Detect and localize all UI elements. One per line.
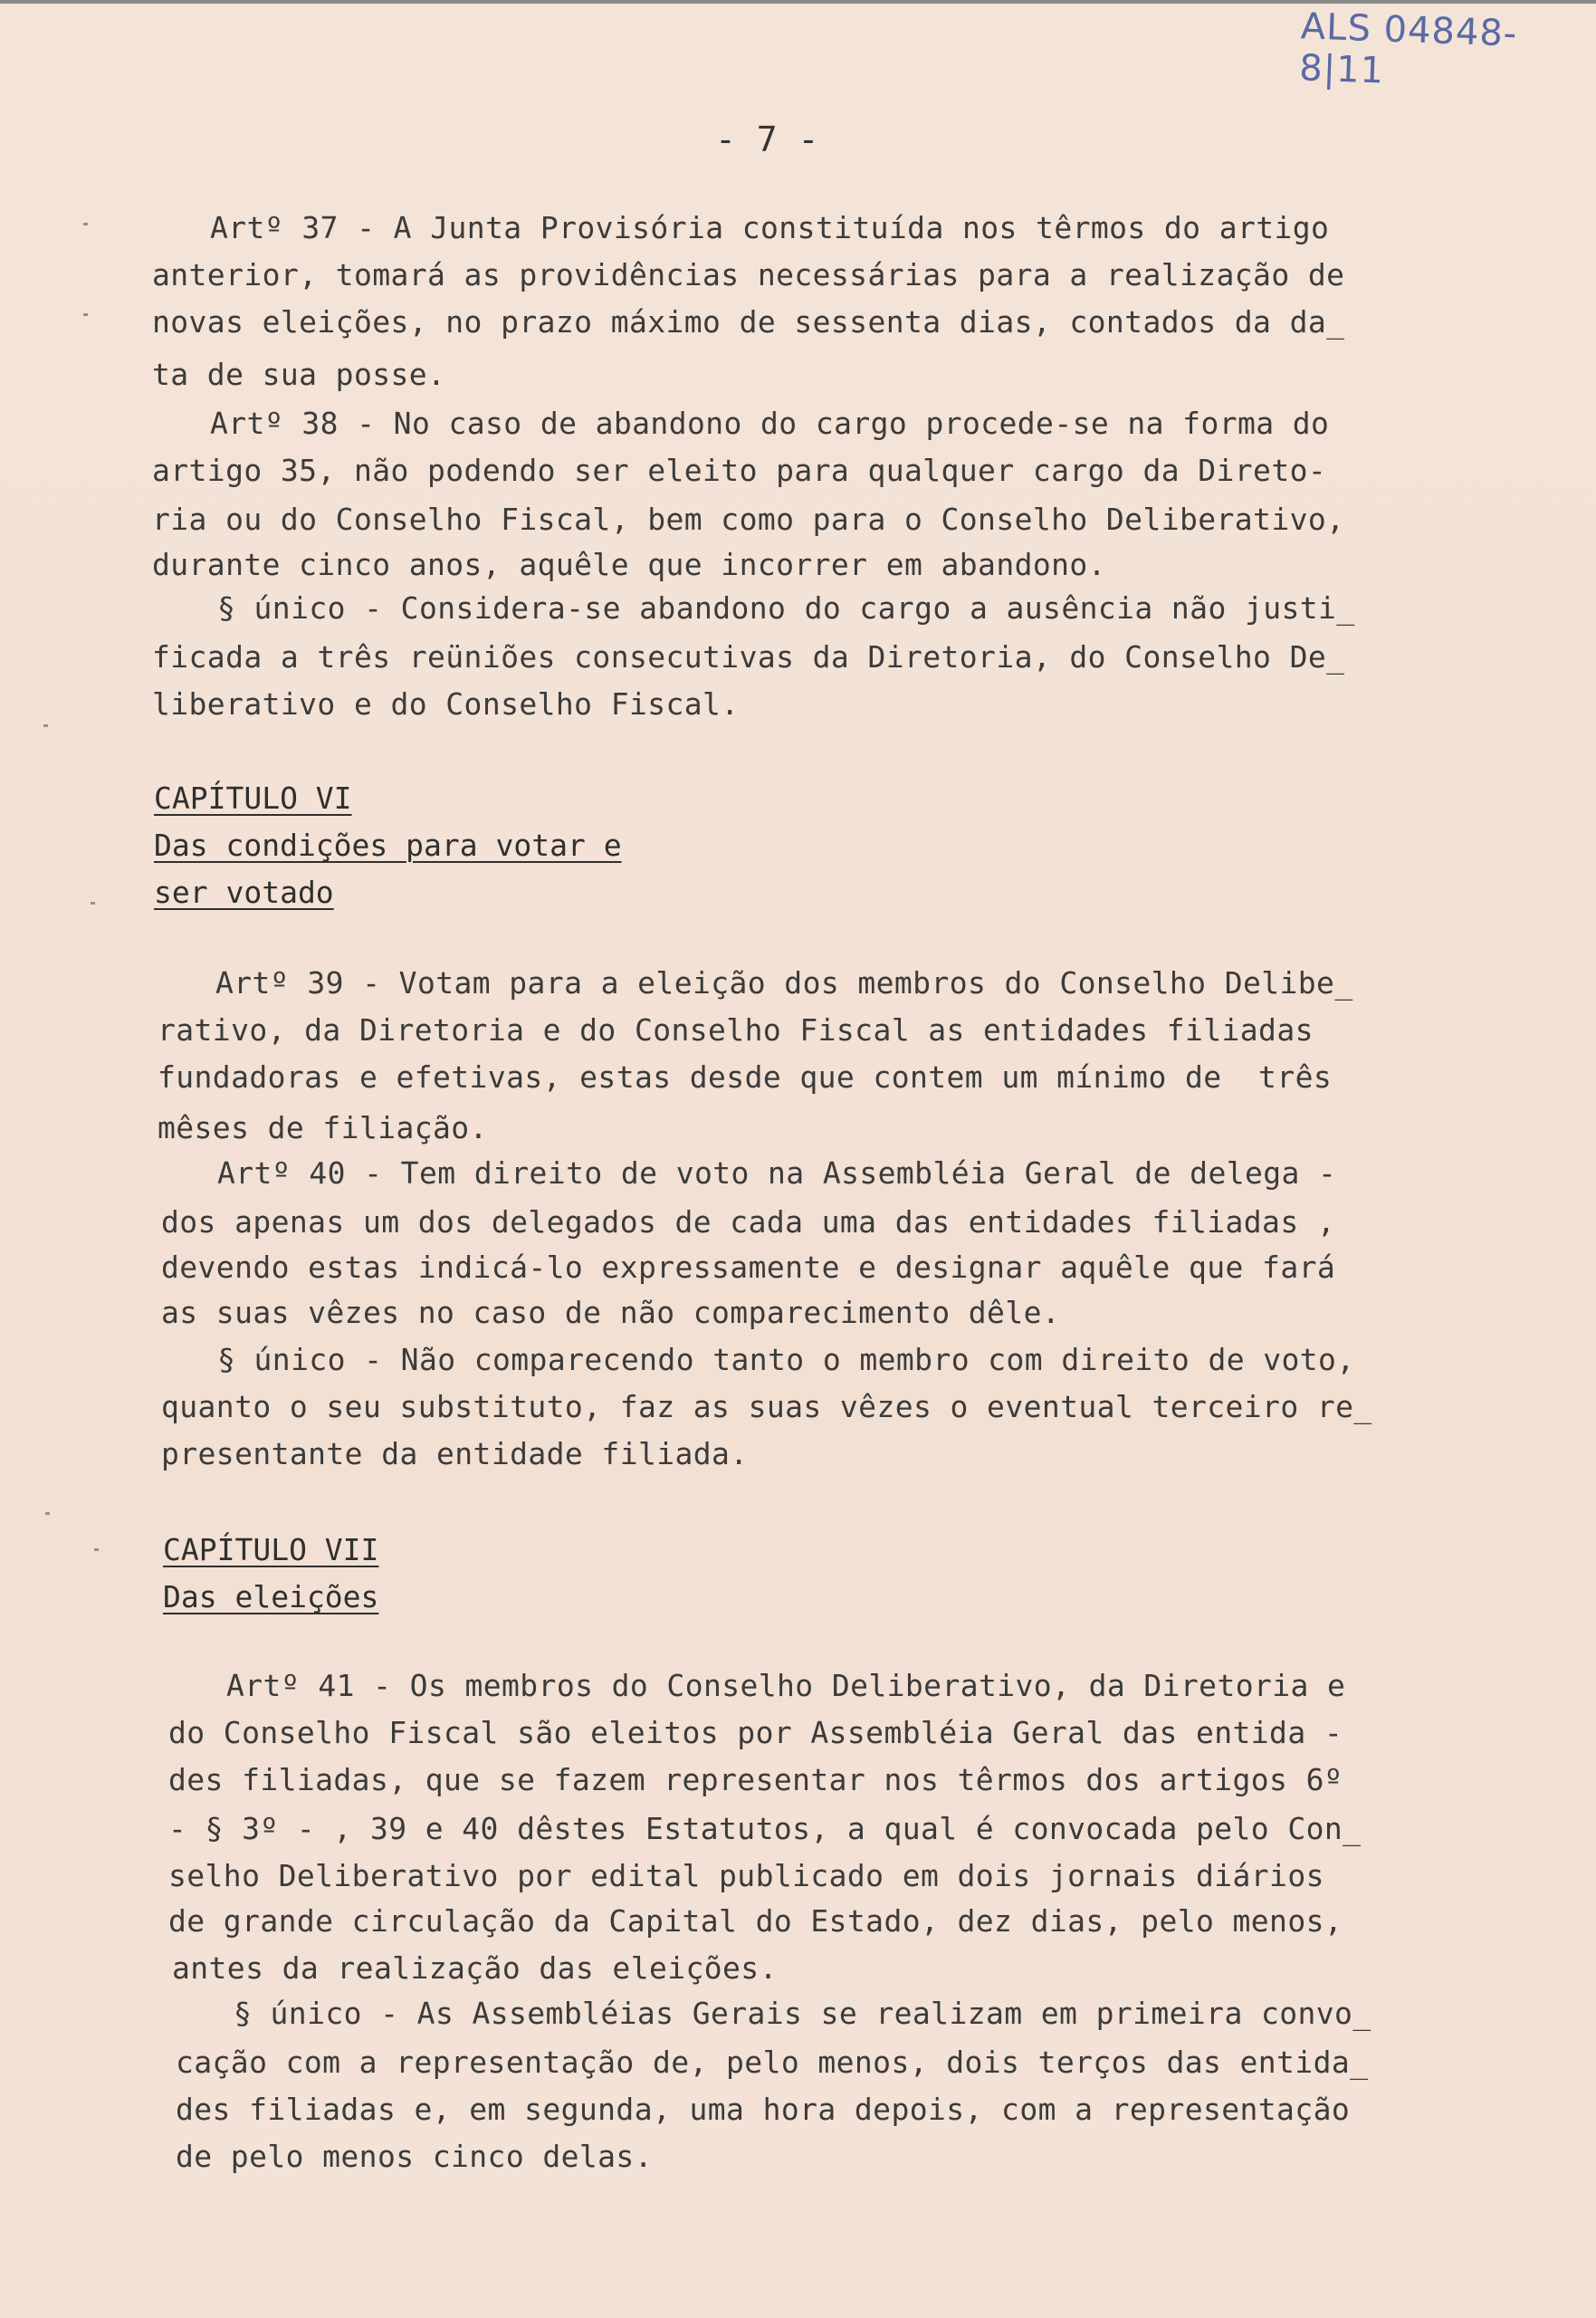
- archive-reference: ALS 04848-8|11: [1298, 5, 1518, 92]
- art38-line-1: Artº 38 - No caso de abandono do cargo procede-se na forma do: [210, 406, 1330, 441]
- margin-speck: [43, 724, 48, 727]
- chapter-6-title: CAPÍTULO VI: [154, 781, 352, 816]
- art37-line-1: Artº 37 - A Junta Provisória constituída nos têrmos do artigo: [210, 210, 1330, 245]
- art39-line-4: mêses de filiação.: [158, 1110, 488, 1145]
- chapter-7-title: CAPÍTULO VII: [163, 1532, 379, 1567]
- art41-line-2: do Conselho Fiscal são eleitos por Assembléia Geral das entida -: [168, 1715, 1343, 1750]
- page-number: - 7 -: [715, 120, 819, 159]
- art41-line-1: Artº 41 - Os membros do Conselho Deliberativo, da Diretoria e: [226, 1668, 1346, 1703]
- art41-unico-line-2: cação com a representação de, pelo menos, dois terços das entida_: [176, 2045, 1369, 2080]
- art41-line-7: antes da realização das eleições.: [172, 1950, 778, 1986]
- art40-line-2: dos apenas um dos delegados de cada uma das entidades filiadas ,: [161, 1204, 1336, 1240]
- page-top-edge: [0, 0, 1596, 4]
- art40-unico-line-1: § único - Não comparecendo tanto o membro com direito de voto,: [217, 1342, 1355, 1377]
- art39-line-3: fundadoras e efetivas, estas desde que contem um mínimo de três: [158, 1059, 1333, 1095]
- art41-line-3: des filiadas, que se fazem representar nos têrmos dos artigos 6º: [168, 1762, 1343, 1797]
- art38-line-3: ria ou do Conselho Fiscal, bem como para o Conselho Deliberativo,: [152, 502, 1345, 537]
- art39-line-1: Artº 39 - Votam para a eleição dos membros do Conselho Delibe_: [215, 965, 1353, 1001]
- margin-speck: [83, 223, 88, 225]
- chapter-7-subtitle: Das eleições: [163, 1579, 379, 1614]
- margin-speck: [94, 1548, 99, 1551]
- art40-line-3: devendo estas indicá-lo expressamente e designar aquêle que fará: [161, 1250, 1336, 1285]
- art37-line-2: anterior, tomará as providências necessárias para a realização de: [152, 257, 1345, 292]
- chapter-6-subtitle-line-2: ser votado: [154, 875, 334, 910]
- art41-unico-line-4: de pelo menos cinco delas.: [176, 2139, 653, 2174]
- art41-line-4: - § 3º - , 39 e 40 dêstes Estatutos, a qual é convocada pelo Con_: [168, 1811, 1362, 1846]
- art38-unico-line-2: ficada a três reüniões consecutivas da Diretoria, do Conselho De_: [152, 639, 1345, 675]
- art41-line-6: de grande circulação da Capital do Estado, dez dias, pelo menos,: [168, 1903, 1343, 1939]
- art40-line-4: as suas vêzes no caso de não comparecimento dêle.: [161, 1295, 1061, 1330]
- art39-line-2: rativo, da Diretoria e do Conselho Fiscal as entidades filiadas: [158, 1012, 1314, 1048]
- art38-unico-line-3: liberativo e do Conselho Fiscal.: [152, 686, 740, 722]
- chapter-6-subtitle-line-1: Das condições para votar e: [154, 828, 622, 863]
- art40-unico-line-2: quanto o seu substituto, faz as suas vêzes o eventual terceiro re_: [161, 1389, 1372, 1424]
- art41-unico-line-1: § único - As Assembléias Gerais se realizam em primeira convo_: [234, 1996, 1371, 2031]
- art40-line-1: Artº 40 - Tem direito de voto na Assembléia Geral de delega -: [217, 1155, 1337, 1191]
- margin-speck: [45, 1512, 50, 1515]
- art38-line-2: artigo 35, não podendo ser eleito para qualquer cargo da Direto-: [152, 453, 1327, 488]
- art37-line-4: ta de sua posse.: [152, 357, 446, 392]
- art38-unico-line-1: § único - Considera-se abandono do cargo a ausência não justi_: [217, 590, 1355, 626]
- art38-line-4: durante cinco anos, aquêle que incorrer em abandono.: [152, 547, 1106, 582]
- art37-line-3: novas eleições, no prazo máximo de sessenta dias, contados da da_: [152, 304, 1345, 340]
- art41-line-5: selho Deliberativo por edital publicado em dois jornais diários: [168, 1858, 1324, 1893]
- margin-speck: [91, 902, 95, 905]
- art40-unico-line-3: presentante da entidade filiada.: [161, 1436, 749, 1471]
- margin-speck: [83, 313, 88, 316]
- art41-unico-line-3: des filiadas e, em segunda, uma hora depois, com a representação: [176, 2092, 1351, 2127]
